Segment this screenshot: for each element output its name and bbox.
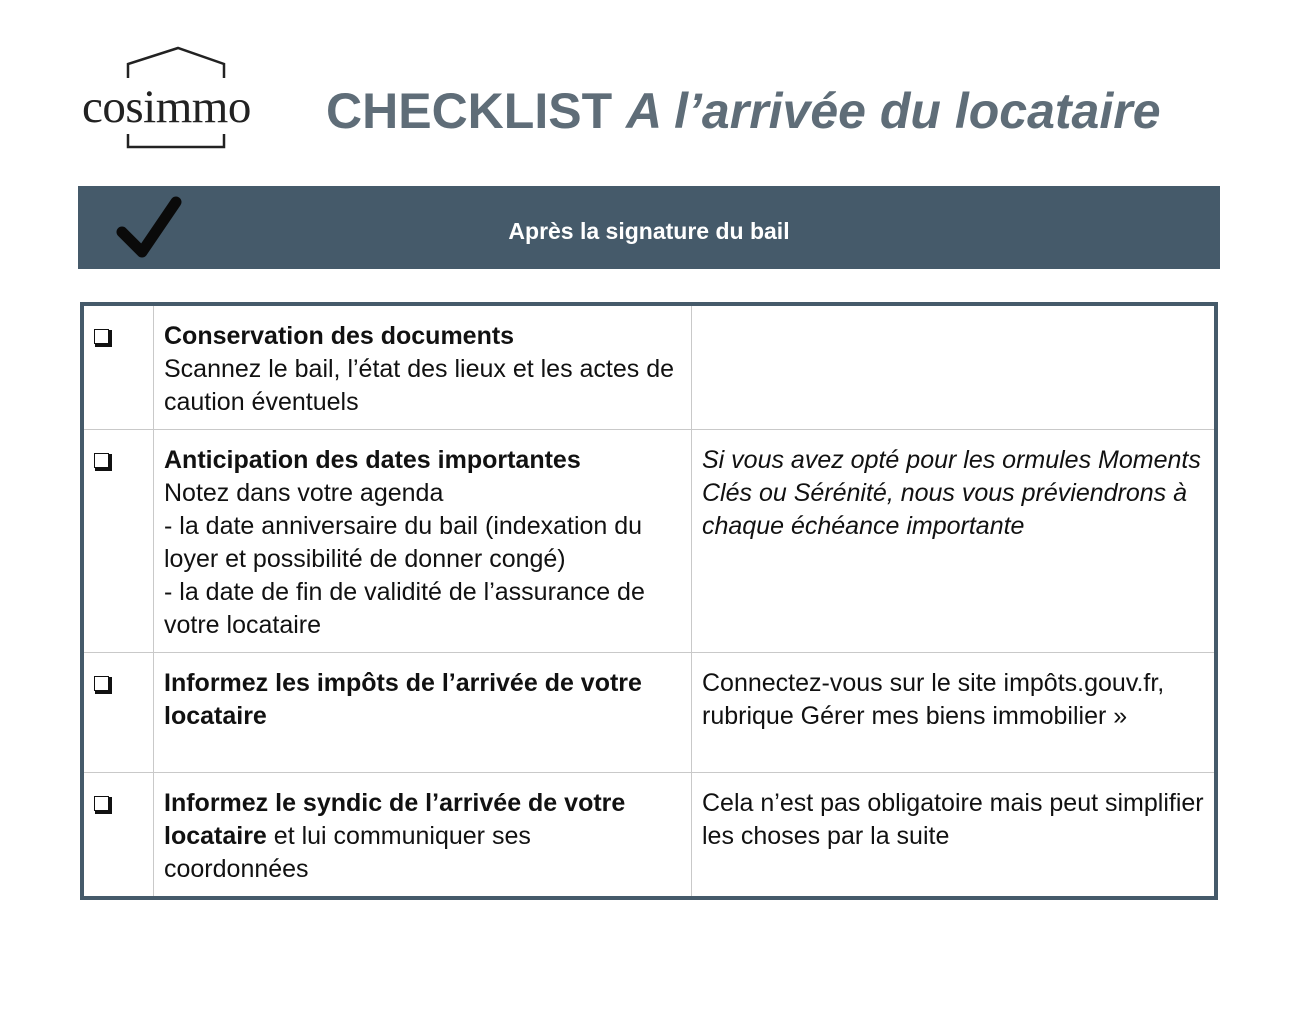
row-text: Scannez le bail, l’état des lieux et les actes de caution éventuels (164, 355, 675, 416)
logo-wordmark: cosimmo (82, 81, 251, 133)
title-italic: A l’arrivée du locataire (626, 83, 1161, 139)
row-title: Informez les impôts de l’arrivée de votre locataire (164, 669, 642, 730)
row-note: Cela n’est pas obligatoire mais peut simplifier les choses par la suite (692, 773, 1217, 899)
section-banner (78, 186, 1220, 269)
table-row (82, 653, 1216, 773)
section-banner-label: Après la signature du bail (508, 218, 790, 244)
row-note (692, 304, 1217, 430)
checkmark-icon (114, 194, 184, 262)
table-row (82, 773, 1216, 899)
row-text: et lui communiquer ses coordonnées (164, 822, 531, 883)
checklist-table (80, 302, 1218, 900)
row-title: Conservation des documents (164, 322, 515, 350)
checkbox[interactable] (94, 329, 109, 344)
row-title: Anticipation des dates importantes (164, 446, 581, 474)
table-row (82, 430, 1216, 653)
row-note: Si vous avez opté pour les ormules Moments Clés ou Sérénité, nous vous préviendrons à chaque échéance importante (692, 430, 1217, 653)
table-row (82, 304, 1216, 430)
title-strong: CHECKLIST (326, 83, 626, 139)
row-note: Connectez-vous sur le site impôts.gouv.fr, rubrique Gérer mes biens immobilier » (692, 653, 1217, 773)
row-text: - la date anniversaire du bail (indexation du loyer et possibilité de donner congé) (164, 512, 643, 573)
checkbox[interactable] (94, 676, 109, 691)
row-title: Informez le syndic de l’arrivée de votre locataire (164, 789, 626, 850)
page-title (326, 84, 1161, 139)
checkbox[interactable] (94, 796, 109, 811)
checkbox[interactable] (94, 453, 109, 468)
row-text: Notez dans votre agenda (164, 479, 444, 507)
cosimmo-logo (82, 46, 270, 152)
row-text: - la date de fin de validité de l’assurance de votre locataire (164, 578, 645, 639)
